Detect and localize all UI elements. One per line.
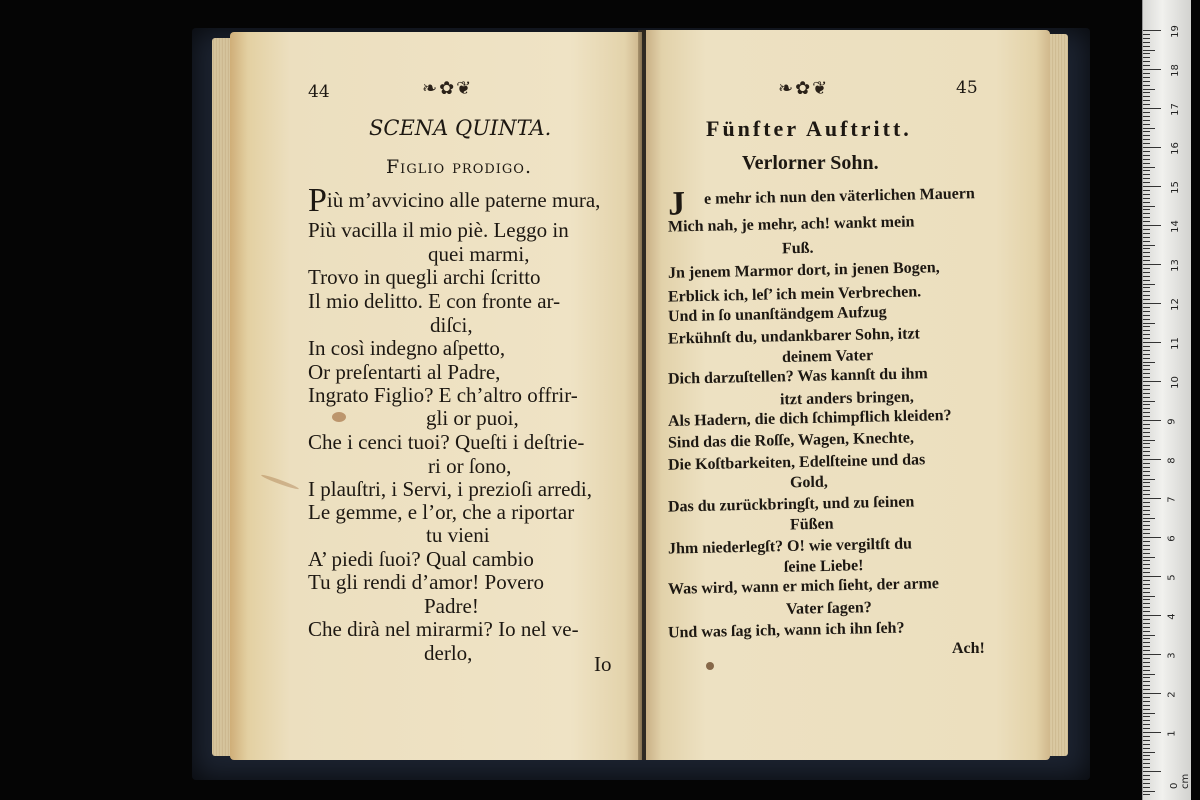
ruler-label: 0 cm	[1169, 773, 1191, 789]
ruler-tick	[1143, 592, 1150, 593]
ruler-tick	[1143, 584, 1150, 585]
ruler-tick	[1143, 553, 1150, 554]
ruler-tick	[1143, 759, 1150, 760]
ruler-tick	[1143, 311, 1150, 312]
ruler-tick	[1143, 354, 1150, 355]
ruler-tick	[1143, 323, 1155, 324]
verse-line-text: iù m’avvicino alle paterne mura,	[326, 188, 601, 212]
verse-line: I plauſtri, i Servi, i prezioſi arredi,	[308, 477, 592, 501]
ruler-tick	[1143, 755, 1150, 756]
ruler-tick	[1143, 163, 1150, 164]
ruler-tick	[1143, 490, 1150, 491]
verse-line: Trovo in quegli archi ſcritto	[308, 265, 541, 289]
ruler-tick	[1143, 588, 1150, 589]
ruler-tick	[1143, 635, 1155, 636]
ruler-tick	[1143, 128, 1155, 129]
ruler-tick	[1143, 720, 1150, 721]
ruler-tick	[1143, 57, 1150, 58]
ruler-tick	[1143, 701, 1150, 702]
ruler-tick	[1143, 498, 1161, 499]
ruler-tick	[1143, 377, 1150, 378]
ruler-label: 13	[1169, 259, 1181, 272]
ruler-tick	[1143, 518, 1155, 519]
verse-line: Le gemme, e l’or, che a riportar	[308, 500, 575, 524]
right-page-number: 45	[956, 78, 978, 98]
ruler-tick	[1143, 338, 1150, 339]
ruler-tick	[1143, 432, 1150, 433]
ruler-tick	[1143, 557, 1155, 558]
ruler-tick	[1143, 787, 1150, 788]
ruler-tick	[1143, 38, 1150, 39]
ruler-tick	[1143, 529, 1150, 530]
ruler-tick	[1143, 334, 1150, 335]
verse-line: Sind das die Roſſe, Wagen, Knechte,	[667, 429, 915, 452]
verse-line-text: e mehr ich nun den väterlichen Mauern	[703, 185, 975, 208]
ruler-tick	[1143, 217, 1150, 218]
ruler-label: 5	[1166, 574, 1178, 581]
ruler-label: 8	[1166, 457, 1178, 464]
drop-cap: P	[308, 182, 327, 219]
verse-line: itzt anders bringen,	[779, 388, 914, 409]
verse-line: Mich nah, je mehr, ach! wankt mein	[667, 213, 915, 236]
ruler-tick	[1143, 631, 1150, 632]
ruler-label: 15	[1169, 181, 1181, 194]
ruler-tick	[1143, 299, 1150, 300]
verse-line: Und was ſag ich, wann ich ihn ſeh?	[667, 619, 905, 642]
ruler-tick	[1143, 525, 1150, 526]
ruler-tick	[1143, 693, 1161, 694]
ruler-tick	[1143, 124, 1150, 125]
ruler-tick	[1143, 568, 1150, 569]
right-ornament: ❧✿❦	[778, 78, 830, 99]
ruler-tick	[1143, 143, 1150, 144]
ruler-tick	[1143, 373, 1150, 374]
ruler-tick	[1143, 732, 1161, 733]
ruler-tick	[1143, 34, 1150, 35]
ruler-tick	[1143, 475, 1150, 476]
ruler-tick	[1143, 459, 1161, 460]
ruler-tick	[1143, 362, 1155, 363]
measuring-ruler	[1142, 0, 1191, 800]
verse-line: Or preſentarti al Padre,	[308, 360, 501, 384]
ruler-tick	[1143, 767, 1150, 768]
ruler-tick	[1143, 330, 1150, 331]
ruler-tick	[1143, 182, 1150, 183]
ruler-tick	[1143, 135, 1150, 136]
ruler-tick	[1143, 186, 1161, 187]
ruler-tick	[1143, 603, 1150, 604]
verse-line: Il mio delitto. E con fronte ar-	[308, 289, 561, 313]
ruler-label: 9	[1166, 418, 1178, 425]
ruler-tick	[1143, 619, 1150, 620]
ruler-label: 1	[1166, 730, 1178, 737]
ruler-tick	[1143, 440, 1155, 441]
ruler-tick	[1143, 280, 1150, 281]
ruler-label: 4	[1166, 613, 1178, 620]
ruler-tick	[1143, 716, 1150, 717]
verse-line: tu vieni	[426, 523, 490, 547]
ruler-tick	[1143, 190, 1150, 191]
ruler-tick	[1143, 61, 1150, 62]
ruler-tick	[1143, 276, 1150, 277]
ruler-tick	[1143, 178, 1150, 179]
ruler-tick	[1143, 572, 1150, 573]
ruler-tick	[1143, 385, 1150, 386]
ruler-tick	[1143, 537, 1161, 538]
ruler-tick	[1143, 260, 1150, 261]
ruler-tick	[1143, 131, 1150, 132]
ruler-tick	[1143, 502, 1150, 503]
ruler-tick	[1143, 736, 1150, 737]
verse-line: Gold,	[789, 473, 828, 492]
verse-line: Più vacilla il mio piè. Leggo in	[308, 218, 569, 242]
verse-line: Dich darzuſtellen? Was kannſt du ihm	[667, 365, 928, 388]
verse-line	[308, 184, 600, 218]
ruler-tick	[1143, 346, 1150, 347]
ruler-tick	[1143, 104, 1150, 105]
verse-line: Che i cenci tuoi? Queſti i deſtrie-	[308, 430, 585, 454]
ruler-tick	[1143, 50, 1155, 51]
ruler-tick	[1143, 264, 1161, 265]
ruler-tick	[1143, 545, 1150, 546]
ruler-tick	[1143, 209, 1150, 210]
ruler-tick	[1143, 709, 1150, 710]
ruler-tick	[1143, 369, 1150, 370]
ruler-tick	[1143, 155, 1150, 156]
ruler-tick	[1143, 615, 1161, 616]
ruler-tick	[1143, 420, 1161, 421]
verse-line: Vater ſagen?	[785, 599, 872, 618]
ruler-tick	[1143, 112, 1150, 113]
ruler-label: 7	[1166, 496, 1178, 503]
ruler-tick	[1143, 482, 1150, 483]
ruler-tick	[1143, 46, 1150, 47]
verse-line: diſci,	[430, 313, 473, 337]
ruler-tick	[1143, 365, 1150, 366]
ruler-tick	[1143, 650, 1150, 651]
ruler-tick	[1143, 116, 1150, 117]
right-catchword: Ach!	[952, 640, 985, 657]
ruler-tick	[1143, 202, 1150, 203]
ruler-tick	[1143, 748, 1150, 749]
ruler-tick	[1143, 85, 1150, 86]
ruler-tick	[1143, 779, 1150, 780]
ruler-tick	[1143, 576, 1161, 577]
ruler-tick	[1143, 268, 1150, 269]
ruler-tick	[1143, 451, 1150, 452]
ruler-tick	[1143, 638, 1150, 639]
ruler-tick	[1143, 401, 1155, 402]
ruler-tick	[1143, 233, 1150, 234]
ruler-label: 11	[1169, 337, 1181, 350]
verse-line: deinem Vater	[781, 347, 874, 366]
ruler-tick	[1143, 447, 1150, 448]
ruler-tick	[1143, 549, 1150, 550]
ruler-tick	[1143, 467, 1150, 468]
ruler-label: 19	[1169, 25, 1181, 38]
ruler-tick	[1143, 642, 1150, 643]
ruler-tick	[1143, 541, 1150, 542]
ruler-tick	[1143, 147, 1161, 148]
ruler-tick	[1143, 408, 1150, 409]
ruler-tick	[1143, 389, 1150, 390]
ruler-tick	[1143, 705, 1150, 706]
ruler-tick	[1143, 681, 1150, 682]
right-subtitle: Verlorner Sohn.	[742, 152, 879, 174]
left-ornament: ❧✿❦	[422, 78, 474, 99]
ruler-tick	[1143, 206, 1155, 207]
ruler-tick	[1143, 521, 1150, 522]
ruler-tick	[1143, 599, 1150, 600]
ruler-tick	[1143, 510, 1150, 511]
left-page-number: 44	[308, 82, 330, 102]
ruler-tick	[1143, 42, 1150, 43]
ruler-tick	[1143, 763, 1150, 764]
verse-line: Jhm niederlegſt? O! wie vergiltſt du	[667, 535, 913, 558]
ruler-tick	[1143, 170, 1150, 171]
verse-line: Erkühnſt du, undankbarer Sohn, itzt	[667, 325, 921, 348]
ruler-tick	[1143, 436, 1150, 437]
ruler-tick	[1143, 225, 1161, 226]
ruler-tick	[1143, 303, 1161, 304]
ruler-tick	[1143, 794, 1150, 795]
ruler-tick	[1143, 287, 1150, 288]
verse-line: A’ piedi ſuoi? Qual cambio	[308, 547, 534, 571]
verse-line: Das du zurückbringſt, und zu ſeinen	[667, 493, 915, 516]
ruler-tick	[1143, 486, 1150, 487]
ruler-tick	[1143, 654, 1161, 655]
left-catchword: Io	[594, 652, 612, 676]
ruler-tick	[1143, 728, 1150, 729]
ruler-tick	[1143, 81, 1150, 82]
ruler-tick	[1143, 677, 1150, 678]
ruler-tick	[1143, 295, 1150, 296]
ruler-tick	[1143, 167, 1155, 168]
ruler-tick	[1143, 77, 1150, 78]
verse-line: Die Koſtbarkeiten, Edelſteine und das	[667, 451, 926, 474]
ruler-label: 2	[1166, 691, 1178, 698]
ruler-tick	[1143, 596, 1155, 597]
ruler-tick	[1143, 685, 1150, 686]
ruler-tick	[1143, 96, 1150, 97]
ruler-tick	[1143, 272, 1150, 273]
ruler-tick	[1143, 174, 1150, 175]
ruler-label: 16	[1169, 142, 1181, 155]
ruler-tick	[1143, 424, 1150, 425]
verse-line: quei marmi,	[428, 242, 530, 266]
ink-stain	[706, 662, 714, 670]
verse-line: Als Hadern, die dich ſchimpflich kleiden?	[667, 407, 952, 430]
ruler-tick	[1143, 416, 1150, 417]
ruler-tick	[1143, 108, 1161, 109]
ruler-label: 14	[1169, 220, 1181, 233]
ruler-tick	[1143, 65, 1150, 66]
ruler-label: 18	[1169, 64, 1181, 77]
ruler-tick	[1143, 221, 1150, 222]
ruler-label: 12	[1169, 298, 1181, 311]
ruler-tick	[1143, 783, 1150, 784]
ruler-tick	[1143, 342, 1161, 343]
ruler-tick	[1143, 744, 1150, 745]
ruler-tick	[1143, 666, 1150, 667]
verse-line: Tu gli rendi d’amor! Povero	[308, 570, 545, 594]
ruler-tick	[1143, 514, 1150, 515]
drop-cap: J	[667, 185, 686, 223]
ruler-tick	[1143, 443, 1150, 444]
ruler-tick	[1143, 564, 1150, 565]
ruler-tick	[1143, 697, 1150, 698]
verse-line: In così indegno aſpetto,	[308, 336, 506, 360]
verse-line: Erblick ich, leſ’ ich mein Verbrechen.	[667, 283, 922, 306]
ruler-tick	[1143, 623, 1150, 624]
ruler-tick	[1143, 92, 1150, 93]
ruler-tick	[1143, 580, 1150, 581]
ink-stain	[261, 473, 300, 490]
ruler-tick	[1143, 791, 1155, 792]
ruler-tick	[1143, 397, 1150, 398]
ruler-tick	[1143, 428, 1150, 429]
ink-stain	[332, 412, 346, 422]
ruler-tick	[1143, 319, 1150, 320]
verse-line: ſeine Liebe!	[783, 557, 864, 576]
ruler-tick	[1143, 646, 1150, 647]
verse-line: derlo,	[424, 641, 473, 665]
ruler-tick	[1143, 139, 1150, 140]
ruler-tick	[1143, 393, 1150, 394]
verse-line: Und in ſo unanſtändgem Aufzug	[667, 303, 887, 326]
ruler-tick	[1143, 455, 1150, 456]
verse-line: Jn jenem Marmor dort, in jenen Bogen,	[667, 259, 940, 282]
ruler-tick	[1143, 381, 1161, 382]
left-subtitle: Figlio prodigo.	[386, 156, 533, 178]
ruler-tick	[1143, 315, 1150, 316]
ruler-tick	[1143, 412, 1150, 413]
ruler-tick	[1143, 713, 1155, 714]
ruler-label: 3	[1166, 652, 1178, 659]
ruler-tick	[1143, 252, 1150, 253]
ruler-tick	[1143, 771, 1161, 772]
ruler-tick	[1143, 100, 1150, 101]
verse-line: Fuß.	[781, 239, 814, 258]
verse-line: ri or ſono,	[428, 454, 512, 478]
ruler-tick	[1143, 689, 1150, 690]
ruler-tick	[1143, 775, 1150, 776]
ruler-tick	[1143, 358, 1150, 359]
ruler-tick	[1143, 658, 1150, 659]
ruler-tick	[1143, 506, 1150, 507]
ruler-tick	[1143, 245, 1155, 246]
ruler-tick	[1143, 291, 1150, 292]
verse-line: Füßen	[789, 515, 834, 534]
left-title: SCENA QUINTA.	[369, 116, 552, 140]
ruler-tick	[1143, 241, 1150, 242]
ruler-tick	[1143, 237, 1150, 238]
ruler-tick	[1143, 674, 1155, 675]
ruler-tick	[1143, 151, 1150, 152]
ruler-tick	[1143, 463, 1150, 464]
right-title: Fünfter Auftritt.	[706, 116, 912, 141]
ruler-tick	[1143, 479, 1155, 480]
ruler-tick	[1143, 740, 1150, 741]
verse-line: Padre!	[424, 594, 479, 618]
ruler-tick	[1143, 471, 1150, 472]
ruler-tick	[1143, 30, 1161, 31]
ruler-tick	[1143, 560, 1150, 561]
ruler-label: 10	[1169, 376, 1181, 389]
ruler-tick	[1143, 194, 1150, 195]
ruler-tick	[1143, 404, 1150, 405]
ruler-label: 6	[1166, 535, 1178, 542]
ruler-tick	[1143, 307, 1150, 308]
ruler-label: 17	[1169, 103, 1181, 116]
ruler-tick	[1143, 494, 1150, 495]
ruler-tick	[1143, 53, 1150, 54]
ruler-tick	[1143, 120, 1150, 121]
ruler-tick	[1143, 248, 1150, 249]
verse-line: Che dirà nel mirarmi? Io nel ve-	[308, 617, 579, 641]
ruler-tick	[1143, 627, 1150, 628]
verse-line: Was wird, wann er mich ſieht, der arme	[667, 575, 940, 598]
ruler-tick	[1143, 284, 1155, 285]
ruler-tick	[1143, 350, 1150, 351]
ruler-tick	[1143, 229, 1150, 230]
ruler-tick	[1143, 533, 1150, 534]
ruler-tick	[1143, 198, 1150, 199]
verse-line: gli or puoi,	[426, 406, 519, 430]
ruler-tick	[1143, 752, 1155, 753]
page-edges-right	[1048, 34, 1068, 756]
ruler-tick	[1143, 159, 1150, 160]
ruler-tick	[1143, 73, 1150, 74]
ruler-tick	[1143, 326, 1150, 327]
verse-line: Ingrato Figlio? E ch’altro offrir-	[308, 383, 578, 407]
ruler-tick	[1143, 607, 1150, 608]
ruler-tick	[1143, 662, 1150, 663]
ruler-tick	[1143, 89, 1155, 90]
ruler-tick	[1143, 256, 1150, 257]
ruler-tick	[1143, 611, 1150, 612]
ruler-tick	[1143, 69, 1161, 70]
ruler-tick	[1143, 670, 1150, 671]
ruler-tick	[1143, 213, 1150, 214]
ruler-tick	[1143, 724, 1150, 725]
